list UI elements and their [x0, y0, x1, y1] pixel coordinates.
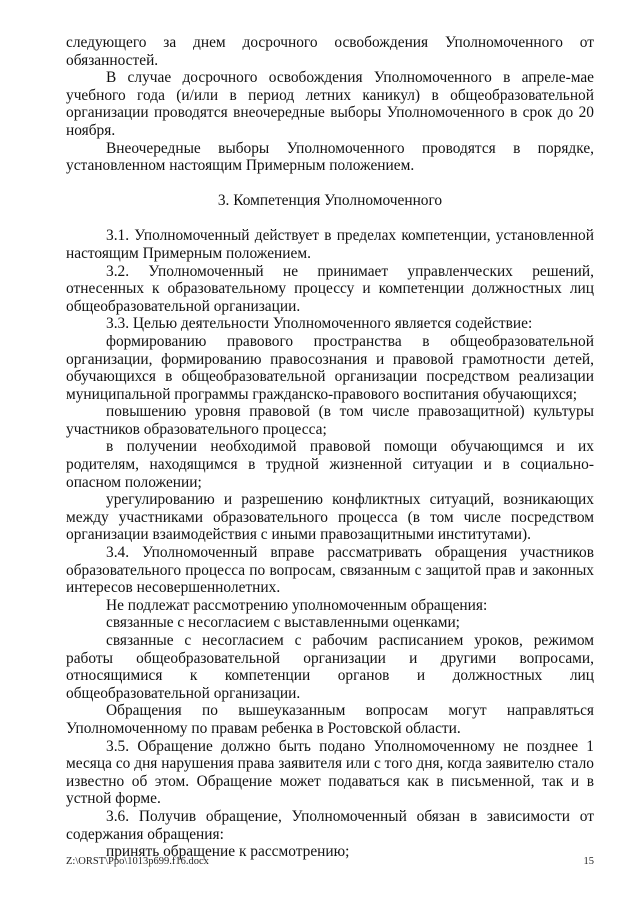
paragraph: 3.5. Обращение должно быть подано Уполномоченному не позднее 1 месяца со дня нарушения права заявителя или с того дня, когда заявителю стало известно об этом. Обращение может подаваться как в письменной, так и в устной форме. [66, 737, 594, 808]
paragraph: в получении необходимой правовой помощи обучающимся и их родителям, находящимся в трудной жизненной ситуации и в социально-опасном положении; [66, 438, 594, 491]
footer-file-path: Z:\ORST\Ppo\1013p699.f16.docx [66, 856, 209, 867]
document-page [66, 34, 594, 861]
paragraph: 3.4. Уполномоченный вправе рассматривать обращения участников образовательного процесса по вопросам, связанным с защитой прав и законных интересов несовершеннолетних. [66, 544, 594, 597]
paragraph: 3.1. Уполномоченный действует в пределах компетенции, установленной настоящим Примерным положением. [66, 227, 594, 262]
footer-page-number: 15 [583, 856, 594, 867]
paragraphs-after [66, 227, 594, 860]
paragraph: урегулированию и разрешению конфликтных ситуаций, возникающих между участниками образовательного процесса (в том числе посредством организации взаимодействия с иными правозащитными институтами). [66, 491, 594, 544]
paragraph: Внеочередные выборы Уполномоченного проводятся в порядке, установленном настоящим Примерным положением. [66, 139, 594, 175]
paragraph: 3.3. Целью деятельности Уполномоченного является содействие: [106, 315, 533, 333]
paragraph: связанные с несогласием с выставленными оценками; [106, 614, 460, 632]
paragraph: формированию правового пространства в общеобразовательной организации, формированию правосознания и правовой грамотности детей, обучающихся в общеобразовательной организации посредством реализации муниципальной программы гражданско-правового воспитания обучающихся; [66, 332, 594, 403]
paragraph: повышению уровня правовой (в том числе правозащитной) культуры участников образовательного процесса; [66, 403, 594, 438]
paragraph: принять обращение к рассмотрению; [106, 843, 350, 861]
paragraphs-before [66, 34, 594, 175]
section-heading: 3. Компетенция Уполномоченного [217, 191, 443, 209]
paragraph: следующего за днем досрочного освобождения Уполномоченного от обязанностей. [66, 34, 594, 69]
paragraph: 3.2. Уполномоченный не принимает управленческих решений, отнесенных к образовательному процессу и компетенции должностных лиц общеобразовательной организации. [66, 262, 594, 315]
paragraph: В случае досрочного освобождения Уполномоченного в апреле-мае учебного года (и/или в период летних каникул) в общеобразовательной организации проводятся внеочередные выборы Уполномоченного в срок до 20 ноября. [66, 69, 594, 139]
paragraph: Обращения по вышеуказанным вопросам могут направляться Уполномоченному по правам ребенка в Ростовской области. [66, 702, 594, 737]
paragraph: связанные с несогласием с рабочим расписанием уроков, режимом работы общеобразовательной организации и другими вопросами, относящимися к компетенции органов и должностных лиц общеобразовательной организации. [66, 632, 594, 702]
page-footer [66, 856, 594, 867]
paragraph: 3.6. Получив обращение, Уполномоченный обязан в зависимости от содержания обращения: [66, 807, 594, 843]
paragraph: Не подлежат рассмотрению уполномоченным обращения: [106, 596, 488, 614]
